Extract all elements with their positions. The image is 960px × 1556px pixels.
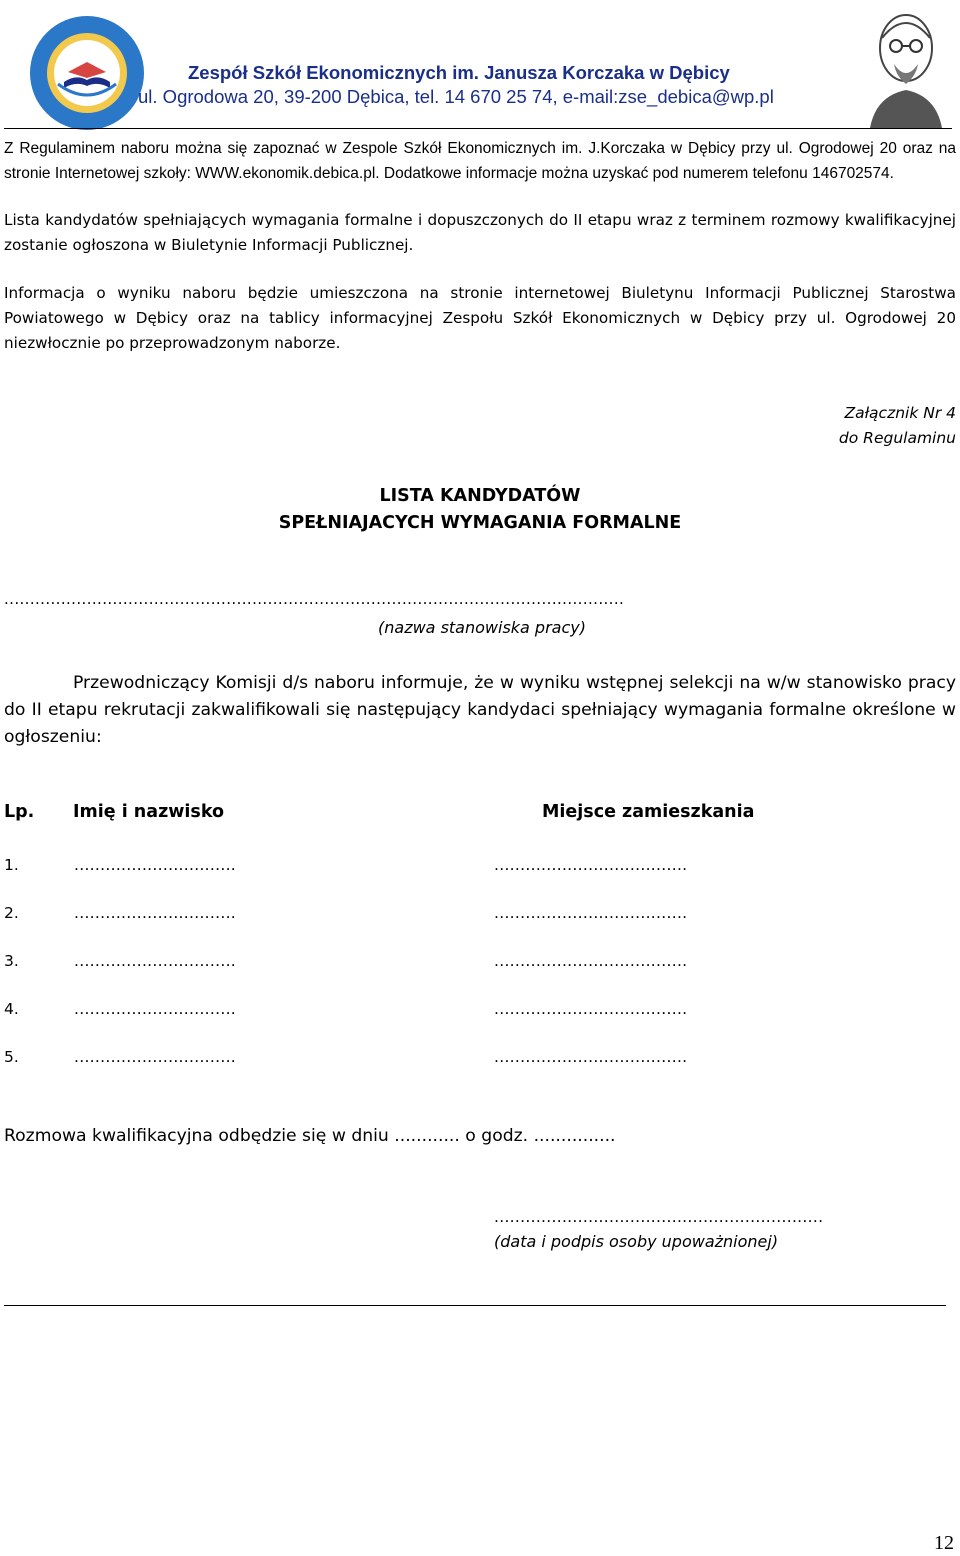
portrait-icon — [860, 2, 952, 128]
table-row-1-lp: 1. — [4, 856, 19, 874]
table-header-lp: Lp. — [4, 802, 35, 822]
header-address: ul. Ogrodowa 20, 39-200 Dębica, tel. 14 670 25 74, e-mail:zse_debica@wp.pl — [138, 86, 774, 107]
page-number: 12 — [934, 1532, 954, 1554]
table-row-4-name: ............................... — [74, 1000, 237, 1018]
annex-line-2: do Regulaminu — [838, 429, 956, 447]
document-title — [0, 483, 960, 537]
signature-caption: (data i podpis osoby upoważnionej) — [494, 1232, 779, 1251]
table-row-2-name: ............................... — [74, 904, 237, 922]
table-row-2-lp: 2. — [4, 904, 19, 922]
intro-paragraph-3: Informacja o wyniku naboru będzie umieszczona na stronie internetowej Biuletynu Informacji Publicznej Starostwa Powiatowego w Dębicy oraz na tablicy informacyjnej Zespołu Szkół Ekonomicznych w Dębicy przy ul. Ogrodowej 20 niezwłocznie po przeprowadzonym naborze. — [4, 284, 956, 352]
table-row-4-place: ..................................... — [494, 1000, 688, 1018]
committee-paragraph: Przewodniczący Komisji d/s naboru informuje, że w wyniku wstępnej selekcji na w/w stanowisko pracy do II etapu rekrutacji zakwalifikowali się następujący kandydaci spełniający wymagania formalne określone w ogłoszeniu: — [4, 673, 956, 747]
table-row-1-place: ..................................... — [494, 856, 688, 874]
table-row-3-name: ............................... — [74, 952, 237, 970]
table-row-5-lp: 5. — [4, 1048, 19, 1066]
title-line-1: LISTA KANDYDATÓW — [379, 486, 581, 506]
intro-paragraph-2: Lista kandydatów spełniających wymagania formalne i dopuszczonych do II etapu wraz z terminem rozmowy kwalifikacyjnej zostanie ogłoszona w Biuletynie Informacji Publicznej. — [4, 211, 956, 254]
table-row-2-place: ..................................... — [494, 904, 688, 922]
table-row-5-name: ............................... — [74, 1048, 237, 1066]
table-header-name: Imię i nazwisko — [73, 802, 225, 822]
interview-date-line: Rozmowa kwalifikacyjna odbędzie się w dniu ............ o godz. ............... — [4, 1126, 616, 1146]
title-line-2: SPEŁNIAJACYCH WYMAGANIA FORMALNE — [278, 513, 682, 533]
table-row-4-lp: 4. — [4, 1000, 19, 1018]
school-logo-icon — [28, 14, 146, 132]
annex-line-1: Załącznik Nr 4 — [844, 404, 956, 422]
bottom-rule — [4, 1305, 946, 1306]
table-header-place: Miejsce zamieszkania — [542, 802, 755, 822]
intro-paragraph-1: Z Regulaminem naboru można się zapoznać w Zespole Szkół Ekonomicznych im. J.Korczaka w Dębicy przy ul. Ogrodowej 20 oraz na stronie Internetowej szkoły: WWW.ekonomik.debica.pl. Dodatkowe informacje można uzyskać pod numerem telefonu 146702574. — [4, 140, 956, 182]
signature-field: ............................................................... — [494, 1208, 824, 1226]
table-row-5-place: ..................................... — [494, 1048, 688, 1066]
position-name-field: ........................................................................................................................ — [4, 590, 625, 608]
school-logo — [28, 14, 146, 132]
header-rule — [4, 128, 952, 129]
annex-label — [839, 401, 956, 451]
patron-portrait — [860, 2, 952, 128]
table-row-3-place: ..................................... — [494, 952, 688, 970]
header-school-name: Zespół Szkół Ekonomicznych im. Janusza Korczaka w Dębicy — [188, 62, 730, 83]
table-row-3-lp: 3. — [4, 952, 19, 970]
position-name-caption: (nazwa stanowiska pracy) — [378, 618, 586, 637]
table-row-1-name: ............................... — [74, 856, 237, 874]
